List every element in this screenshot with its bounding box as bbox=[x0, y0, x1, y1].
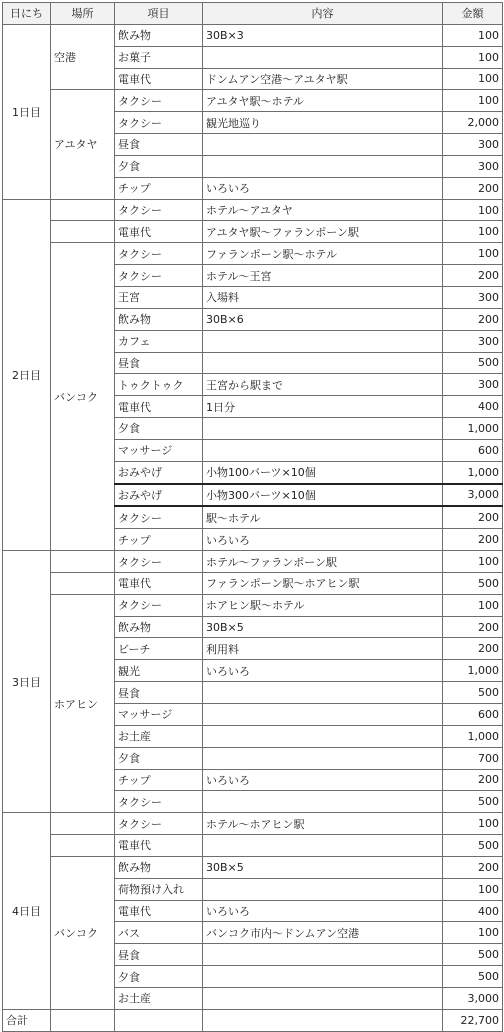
detail-cell bbox=[203, 835, 443, 857]
detail-cell: いろいろ bbox=[203, 660, 443, 682]
amount-cell: 200 bbox=[443, 308, 503, 330]
item-cell: 昼食 bbox=[115, 944, 203, 966]
header-item: 項目 bbox=[115, 3, 203, 25]
amount-cell: 2,000 bbox=[443, 112, 503, 134]
header-place: 場所 bbox=[51, 3, 115, 25]
item-cell: タクシー bbox=[115, 594, 203, 616]
item-cell: 電車代 bbox=[115, 900, 203, 922]
day-cell: 1日目 bbox=[3, 24, 51, 199]
place-empty-cell bbox=[51, 221, 115, 243]
table-row bbox=[3, 199, 503, 221]
amount-cell: 400 bbox=[443, 900, 503, 922]
detail-cell bbox=[203, 134, 443, 156]
amount-cell: 1,000 bbox=[443, 461, 503, 483]
day-cell: 2日目 bbox=[3, 199, 51, 551]
detail-cell: ドンムアン空港～アユタヤ駅 bbox=[203, 68, 443, 90]
item-cell: 電車代 bbox=[115, 396, 203, 418]
detail-cell: 30B×6 bbox=[203, 308, 443, 330]
detail-cell bbox=[203, 682, 443, 704]
place-empty-cell bbox=[51, 551, 115, 573]
detail-cell: ファランポーン駅～ホテル bbox=[203, 243, 443, 265]
item-cell: タクシー bbox=[115, 813, 203, 835]
table-row bbox=[3, 243, 503, 265]
detail-cell: ファランポーン駅～ホアヒン駅 bbox=[203, 572, 443, 594]
item-cell: 夕食 bbox=[115, 418, 203, 440]
total-empty-cell bbox=[203, 1009, 443, 1031]
item-cell: タクシー bbox=[115, 243, 203, 265]
item-cell: 飲み物 bbox=[115, 24, 203, 46]
item-cell: トゥクトゥク bbox=[115, 374, 203, 396]
header-detail: 内容 bbox=[203, 3, 443, 25]
total-amount: 22,700 bbox=[443, 1009, 503, 1031]
table-row bbox=[3, 835, 503, 857]
amount-cell: 100 bbox=[443, 199, 503, 221]
item-cell: お土産 bbox=[115, 987, 203, 1009]
place-empty-cell bbox=[51, 835, 115, 857]
total-label: 合計 bbox=[3, 1009, 51, 1031]
place-cell: ホアヒン bbox=[51, 594, 115, 812]
table-row bbox=[3, 813, 503, 835]
total-row bbox=[3, 1009, 503, 1031]
amount-cell: 500 bbox=[443, 572, 503, 594]
item-cell: マッサージ bbox=[115, 439, 203, 461]
detail-cell bbox=[203, 878, 443, 900]
item-cell: タクシー bbox=[115, 265, 203, 287]
detail-cell: ホテル～アユタヤ bbox=[203, 199, 443, 221]
place-cell: 空港 bbox=[51, 24, 115, 90]
amount-cell: 200 bbox=[443, 265, 503, 287]
amount-cell: 300 bbox=[443, 134, 503, 156]
amount-cell: 100 bbox=[443, 813, 503, 835]
detail-cell: 30B×5 bbox=[203, 856, 443, 878]
item-cell: タクシー bbox=[115, 551, 203, 573]
amount-cell: 200 bbox=[443, 616, 503, 638]
amount-cell: 200 bbox=[443, 769, 503, 791]
detail-cell bbox=[203, 439, 443, 461]
detail-cell: 王宮から駅まで bbox=[203, 374, 443, 396]
item-cell: 昼食 bbox=[115, 352, 203, 374]
place-empty-cell bbox=[51, 813, 115, 835]
amount-cell: 100 bbox=[443, 922, 503, 944]
table-row bbox=[3, 572, 503, 594]
amount-cell: 500 bbox=[443, 791, 503, 813]
detail-cell: ホテル～王宮 bbox=[203, 265, 443, 287]
amount-cell: 3,000 bbox=[443, 484, 503, 507]
item-cell: チップ bbox=[115, 529, 203, 551]
table-row bbox=[3, 551, 503, 573]
detail-cell bbox=[203, 352, 443, 374]
detail-cell bbox=[203, 330, 443, 352]
detail-cell: 利用料 bbox=[203, 638, 443, 660]
table-row bbox=[3, 594, 503, 616]
item-cell: 飲み物 bbox=[115, 308, 203, 330]
place-cell: アユタヤ bbox=[51, 90, 115, 199]
total-empty-cell bbox=[115, 1009, 203, 1031]
amount-cell: 600 bbox=[443, 704, 503, 726]
amount-cell: 300 bbox=[443, 330, 503, 352]
detail-cell: 小物300バーツ×10個 bbox=[203, 484, 443, 507]
amount-cell: 100 bbox=[443, 68, 503, 90]
item-cell: タクシー bbox=[115, 90, 203, 112]
item-cell: 電車代 bbox=[115, 835, 203, 857]
amount-cell: 100 bbox=[443, 221, 503, 243]
amount-cell: 100 bbox=[443, 90, 503, 112]
amount-cell: 400 bbox=[443, 396, 503, 418]
item-cell: タクシー bbox=[115, 506, 203, 528]
header-row bbox=[3, 3, 503, 25]
amount-cell: 500 bbox=[443, 944, 503, 966]
item-cell: タクシー bbox=[115, 112, 203, 134]
detail-cell bbox=[203, 747, 443, 769]
table-row bbox=[3, 90, 503, 112]
place-empty-cell bbox=[51, 572, 115, 594]
item-cell: バス bbox=[115, 922, 203, 944]
item-cell: 王宮 bbox=[115, 286, 203, 308]
amount-cell: 1,000 bbox=[443, 660, 503, 682]
detail-cell: 小物100バーツ×10個 bbox=[203, 461, 443, 483]
detail-cell: いろいろ bbox=[203, 177, 443, 199]
day-cell: 4日目 bbox=[3, 813, 51, 1010]
amount-cell: 100 bbox=[443, 878, 503, 900]
detail-cell: いろいろ bbox=[203, 900, 443, 922]
detail-cell: 30B×5 bbox=[203, 616, 443, 638]
detail-cell bbox=[203, 418, 443, 440]
detail-cell bbox=[203, 944, 443, 966]
amount-cell: 1,000 bbox=[443, 725, 503, 747]
table-row bbox=[3, 221, 503, 243]
table-row bbox=[3, 856, 503, 878]
amount-cell: 100 bbox=[443, 24, 503, 46]
detail-cell bbox=[203, 46, 443, 68]
item-cell: お土産 bbox=[115, 725, 203, 747]
item-cell: タクシー bbox=[115, 791, 203, 813]
day-cell: 3日目 bbox=[3, 551, 51, 813]
item-cell: カフェ bbox=[115, 330, 203, 352]
detail-cell bbox=[203, 725, 443, 747]
amount-cell: 200 bbox=[443, 638, 503, 660]
detail-cell: 30B×3 bbox=[203, 24, 443, 46]
amount-cell: 200 bbox=[443, 529, 503, 551]
item-cell: 昼食 bbox=[115, 682, 203, 704]
amount-cell: 300 bbox=[443, 374, 503, 396]
item-cell: チップ bbox=[115, 769, 203, 791]
amount-cell: 1,000 bbox=[443, 418, 503, 440]
amount-cell: 700 bbox=[443, 747, 503, 769]
detail-cell bbox=[203, 987, 443, 1009]
detail-cell bbox=[203, 791, 443, 813]
travel-expense-table bbox=[2, 2, 503, 1032]
item-cell: タクシー bbox=[115, 199, 203, 221]
item-cell: 電車代 bbox=[115, 221, 203, 243]
amount-cell: 100 bbox=[443, 46, 503, 68]
item-cell: 昼食 bbox=[115, 134, 203, 156]
amount-cell: 200 bbox=[443, 856, 503, 878]
detail-cell bbox=[203, 155, 443, 177]
item-cell: 飲み物 bbox=[115, 616, 203, 638]
detail-cell: ホアヒン駅～ホテル bbox=[203, 594, 443, 616]
item-cell: 電車代 bbox=[115, 68, 203, 90]
amount-cell: 100 bbox=[443, 243, 503, 265]
detail-cell: 入場料 bbox=[203, 286, 443, 308]
detail-cell: 観光地巡り bbox=[203, 112, 443, 134]
detail-cell: ホテル～ホアヒン駅 bbox=[203, 813, 443, 835]
table-row bbox=[3, 24, 503, 46]
detail-cell: バンコク市内～ドンムアン空港 bbox=[203, 922, 443, 944]
item-cell: 夕食 bbox=[115, 966, 203, 988]
amount-cell: 500 bbox=[443, 682, 503, 704]
item-cell: 電車代 bbox=[115, 572, 203, 594]
item-cell: チップ bbox=[115, 177, 203, 199]
amount-cell: 600 bbox=[443, 439, 503, 461]
amount-cell: 300 bbox=[443, 155, 503, 177]
item-cell: 夕食 bbox=[115, 747, 203, 769]
item-cell: 夕食 bbox=[115, 155, 203, 177]
amount-cell: 200 bbox=[443, 506, 503, 528]
item-cell: 観光 bbox=[115, 660, 203, 682]
total-empty-cell bbox=[51, 1009, 115, 1031]
detail-cell: いろいろ bbox=[203, 529, 443, 551]
detail-cell bbox=[203, 966, 443, 988]
item-cell: ビーチ bbox=[115, 638, 203, 660]
header-amount: 金額 bbox=[443, 3, 503, 25]
item-cell: マッサージ bbox=[115, 704, 203, 726]
item-cell: 荷物預け入れ bbox=[115, 878, 203, 900]
amount-cell: 500 bbox=[443, 352, 503, 374]
detail-cell: 1日分 bbox=[203, 396, 443, 418]
detail-cell: 駅～ホテル bbox=[203, 506, 443, 528]
amount-cell: 3,000 bbox=[443, 987, 503, 1009]
item-cell: おみやげ bbox=[115, 461, 203, 483]
amount-cell: 500 bbox=[443, 966, 503, 988]
amount-cell: 200 bbox=[443, 177, 503, 199]
detail-cell: アユタヤ駅～ホテル bbox=[203, 90, 443, 112]
detail-cell: いろいろ bbox=[203, 769, 443, 791]
table-body bbox=[3, 24, 503, 1009]
amount-cell: 100 bbox=[443, 551, 503, 573]
detail-cell: アユタヤ駅～ファランポーン駅 bbox=[203, 221, 443, 243]
header-day: 日にち bbox=[3, 3, 51, 25]
detail-cell bbox=[203, 704, 443, 726]
amount-cell: 500 bbox=[443, 835, 503, 857]
place-empty-cell bbox=[51, 199, 115, 221]
item-cell: 飲み物 bbox=[115, 856, 203, 878]
place-cell: バンコク bbox=[51, 856, 115, 1009]
amount-cell: 100 bbox=[443, 594, 503, 616]
detail-cell: ホテル～ファランポーン駅 bbox=[203, 551, 443, 573]
place-cell: バンコク bbox=[51, 243, 115, 551]
amount-cell: 300 bbox=[443, 286, 503, 308]
item-cell: お菓子 bbox=[115, 46, 203, 68]
item-cell: おみやげ bbox=[115, 484, 203, 507]
